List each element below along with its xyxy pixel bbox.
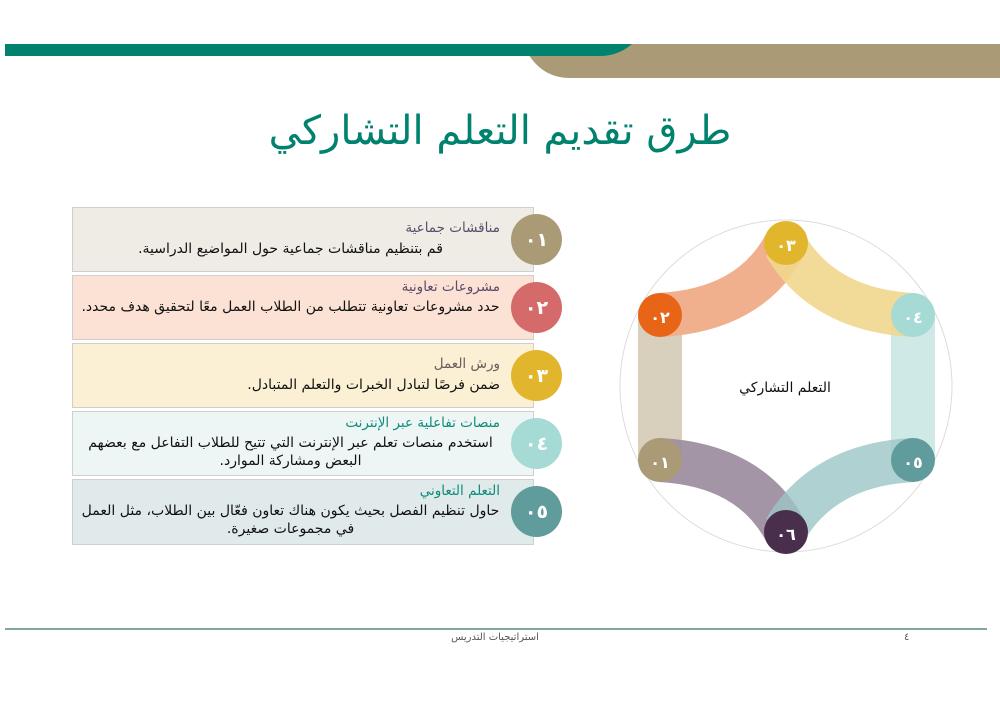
diagram-center-label: التعلم التشاركي [739, 380, 831, 396]
list-item [72, 479, 534, 545]
number-badge: ٠٤ [511, 418, 562, 469]
node-3-label: ٠٣ [776, 236, 796, 255]
item-heading: مناقشات جماعية [405, 220, 500, 236]
node-6-label: ٠٦ [776, 525, 796, 544]
number-badge: ٠٢ [511, 282, 562, 333]
item-body: قم بتنظيم مناقشات جماعية حول المواضيع الدراسية. [138, 241, 443, 257]
node-2-label: ٠٢ [650, 308, 670, 327]
list-item [72, 207, 534, 272]
item-heading: التعلم التعاوني [419, 483, 500, 499]
item-body: حدد مشروعات تعاونية تتطلب من الطلاب العمل معًا لتحقيق هدف محدد. [81, 299, 500, 315]
list-item [72, 275, 534, 340]
footer-divider [5, 628, 987, 630]
node-1-label: ٠١ [650, 453, 670, 472]
footer-title: استراتيجيات التدريس [451, 632, 539, 643]
node-5-label: ٠٥ [903, 453, 923, 472]
item-heading: ورش العمل [433, 356, 500, 372]
number-badge: ٠٥ [511, 486, 562, 537]
item-body: ضمن فرصًا لتبادل الخبرات والتعلم المتبادل. [247, 377, 500, 393]
item-heading: مشروعات تعاونية [401, 279, 500, 295]
page-title: طرق تقديم التعلم التشاركي [268, 108, 732, 154]
list-item [72, 343, 534, 408]
node-4-label: ٠٤ [903, 308, 923, 327]
item-body: حاول تنظيم الفصل بحيث يكون هناك تعاون فعّال بين الطلاب، مثل العمل في مجموعات صغيرة. [81, 503, 500, 537]
item-body: استخدم منصات تعلم عبر الإنترنت التي تتيح للطلاب التفاعل مع بعضهم البعض ومشاركة الموارد. [88, 435, 493, 469]
item-heading: منصات تفاعلية عبر الإنترنت [345, 415, 500, 431]
teal-band [5, 44, 632, 56]
header-decoration [0, 0, 1000, 90]
number-badge: ٠٣ [511, 350, 562, 401]
page-number: ٤ [904, 632, 910, 643]
list-item [72, 411, 534, 476]
number-badge: ٠١ [511, 214, 562, 265]
